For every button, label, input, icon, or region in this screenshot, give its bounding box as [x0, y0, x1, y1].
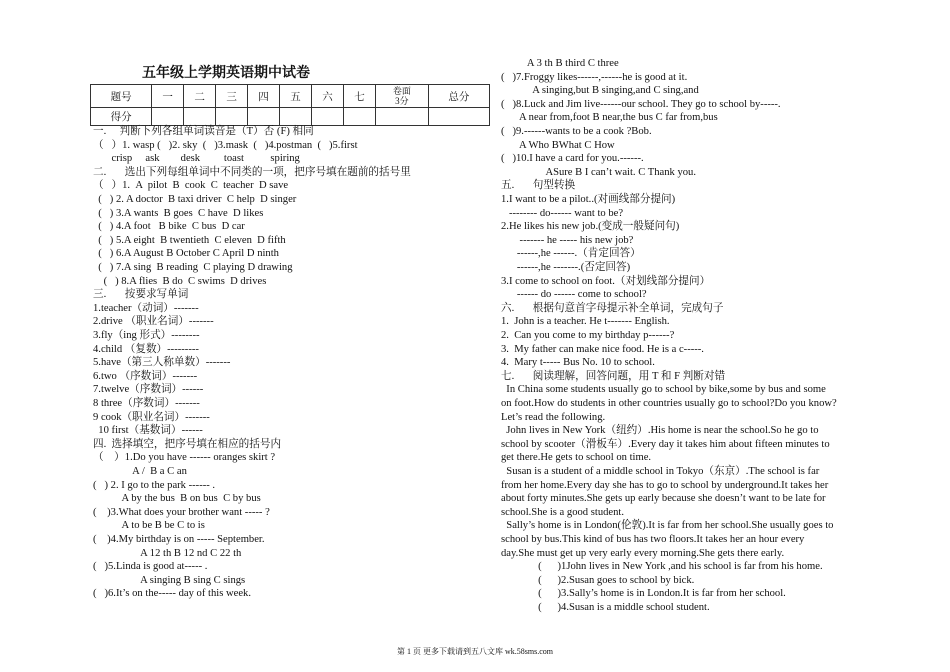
text-line: ( ) 2. A doctor B taxi driver C help D singer: [93, 194, 297, 205]
text-line: ( )4.Susan is a middle school student.: [501, 602, 710, 613]
score-cell: [216, 108, 248, 126]
text-line: A 3 th B third C three: [501, 58, 619, 69]
text-line: get there.He gets to school on time.: [501, 452, 652, 464]
text-line: ( )6.It’s on the----- day of this week.: [93, 588, 251, 600]
text-line: 七. 阅读理解，回答问题，用 T 和 F 判断对错: [501, 370, 726, 382]
text-line: 三. 按要求写单词: [93, 289, 189, 301]
score-header-cell: 卷面 3分: [375, 85, 428, 108]
text-line: 7.twelve（序数词）------: [93, 384, 204, 396]
text-line: A Who BWhat C How: [501, 139, 615, 151]
text-line: 3.I come to school on foot.（对划线部分提问）: [501, 275, 711, 287]
text-line: A 12 th B 12 nd C 22 th: [93, 547, 242, 559]
text-line: ------- he ----- his new job?: [501, 234, 634, 246]
text-line: 8 three（序数词）-------: [93, 398, 200, 409]
text-line: ( ) 7.A sing B reading C playing D drawing: [93, 262, 293, 273]
text-line: Sally’s home is in London(伦敦).It is far from her school.She usually goes to: [501, 520, 834, 532]
text-line: ------ do ------ come to school?: [501, 289, 647, 301]
text-line: Susan is a student of a middle school in Tokyo（东京）.The school is far: [501, 466, 820, 477]
text-line: ( ) 8.A flies B do C swims D drives: [93, 275, 267, 287]
text-line: ( )5.Linda is good at----- .: [93, 561, 208, 573]
text-line: ( )9.------wants to be a cook ?Bob.: [501, 126, 652, 137]
score-cell: [343, 108, 375, 126]
page-footer: 第 1 页 更多下载请到五八文库 wk.58sms.com: [397, 647, 553, 656]
text-line: -------- do------ want to be?: [501, 207, 624, 219]
text-line: A / B a C an: [93, 466, 187, 477]
score-header-cell: 二: [184, 85, 216, 108]
text-line: 5.have（第三人称单数）-------: [93, 357, 231, 369]
exam-title: 五年级上学期英语期中试卷: [142, 66, 310, 81]
text-line: 2. Can you come to my birthday p------?: [501, 330, 675, 341]
text-line: （ ）1. A pilot B cook C teacher D save: [93, 180, 289, 192]
text-line: 6.two （序数词）-------: [93, 370, 198, 382]
text-line: ( ) 4.A foot B bike C bus D car: [93, 221, 245, 233]
text-line: 2.drive （职业名词）-------: [93, 316, 214, 328]
text-line: ( )4.My birthday is on ----- September.: [93, 534, 265, 545]
text-line: （ ）1. wasp ( )2. sky ( )3.mask ( )4.postman ( )5.first: [93, 139, 358, 151]
text-line: John lives in New York（纽约）.His home is near the school.So he go to: [501, 425, 819, 437]
text-line: ASure B I can’t wait. C Thank you.: [501, 166, 696, 178]
score-cell: [152, 108, 184, 126]
score-cell: [428, 108, 489, 126]
score-cell: [375, 108, 428, 126]
text-line: A singing B sing C sings: [93, 574, 246, 586]
text-line: A by the bus B on bus C by bus: [93, 493, 261, 505]
text-line: from her home.Every day she has to go to school by underground.It takes her: [501, 479, 829, 491]
text-line: crisp ask desk toast spiring: [93, 153, 300, 165]
score-header-cell: 七: [343, 85, 375, 108]
score-header-cell: 总分: [428, 85, 489, 108]
text-line: about forty minutes.She gets up early because she doesn’t want to be late for: [501, 493, 826, 505]
text-line: 10 first（基数词）------: [93, 425, 203, 437]
score-row-label: 得分: [91, 108, 152, 126]
text-line: ( )7.Froggy likes------,------he is good at it.: [501, 71, 688, 83]
text-line: 六. 根据句意首字母提示补全单词，完成句子: [501, 302, 724, 314]
score-header-cell: 三: [216, 85, 248, 108]
text-line: ( ) 5.A eight B twentieth C eleven D fifth: [93, 234, 286, 246]
text-line: ------,he ------.（肯定回答）: [501, 248, 641, 260]
text-line: 1.I want to be a pilot..(对画线部分提问): [501, 194, 676, 205]
score-header-cell: 五: [280, 85, 312, 108]
text-line: ( )10.I have a card for you.------.: [501, 153, 644, 165]
text-line: ------,he -------.(否定回答): [501, 262, 631, 273]
text-line: ( )1John lives in New York ,and his school is far from his home.: [501, 561, 823, 573]
score-header-cell: 题号: [91, 85, 152, 108]
text-line: A to be B be C to is: [93, 520, 205, 532]
score-header-cell: 四: [248, 85, 280, 108]
text-line: ( )8.Luck and Jim live------our school. They go to school by-----.: [501, 98, 781, 110]
text-line: ( ) 2. I go to the park ------ .: [93, 479, 216, 491]
text-line: 五. 句型转换: [501, 180, 576, 192]
text-line: ( ) 3.A wants B goes C have D likes: [93, 207, 264, 219]
text-line: （ ）1.Do you have ------ oranges skirt ?: [93, 452, 276, 464]
text-line: ( )2.Susan goes to school by bick.: [501, 574, 695, 586]
score-cell: [280, 108, 312, 126]
score-cell: [248, 108, 280, 126]
text-line: 3.fly（ing 形式）--------: [93, 330, 200, 341]
text-line: 3. My father can make nice food. He is a c-----.: [501, 343, 704, 355]
text-line: day.She must get up very early every morning.She gets there early.: [501, 547, 785, 559]
score-cell: [184, 108, 216, 126]
score-header-cell: 六: [312, 85, 344, 108]
text-line: school by scooter（滑板车）.Every day it takes him about fifteen minutes to: [501, 438, 830, 450]
text-line: Let’s read the following.: [501, 411, 606, 423]
text-line: 4.child （复数）---------: [93, 343, 199, 355]
text-line: 四. 选择填空，把序号填在相应的括号内: [93, 438, 282, 450]
score-table-header-row: [91, 85, 490, 108]
score-table-score-row: [91, 108, 490, 126]
score-header-cell: 一: [152, 85, 184, 108]
text-line: 1.teacher（动词）-------: [93, 302, 199, 314]
text-line: 二. 选出下列每组单词中不同类的一项，把序号填在题前的括号里: [93, 166, 411, 178]
text-line: In China some students usually go to school by bike,some by bus and some: [501, 384, 826, 396]
score-table: [90, 84, 490, 126]
text-line: school by bus.This kind of bus has two floors.It takes her an hour every: [501, 534, 805, 545]
text-line: 一. 判断下列各组单词读音是（T）否 (F) 相同: [93, 126, 314, 137]
text-line: 2.He likes his new job.(变成一般疑问句): [501, 221, 680, 233]
text-line: ( )3.What does your brother want ----- ?: [93, 506, 270, 518]
score-cell: [312, 108, 344, 126]
text-line: school.She is a good student.: [501, 506, 624, 518]
text-line: 9 cook（职业名词）-------: [93, 411, 210, 423]
text-line: ( )3.Sally’s home is in London.It is far from her school.: [501, 588, 786, 600]
text-line: 1. John is a teacher. He t------- English.: [501, 316, 670, 328]
text-line: ( ) 6.A August B October C April D ninth: [93, 248, 279, 260]
text-line: A singing,but B singing,and C sing,and: [501, 85, 699, 97]
text-line: A near from,foot B near,the bus C far from,bus: [501, 112, 718, 124]
text-line: on foot.How do students in other countries usually go to school?Do you know?: [501, 398, 837, 409]
text-line: 4. Mary t----- Bus No. 10 to school.: [501, 357, 655, 369]
